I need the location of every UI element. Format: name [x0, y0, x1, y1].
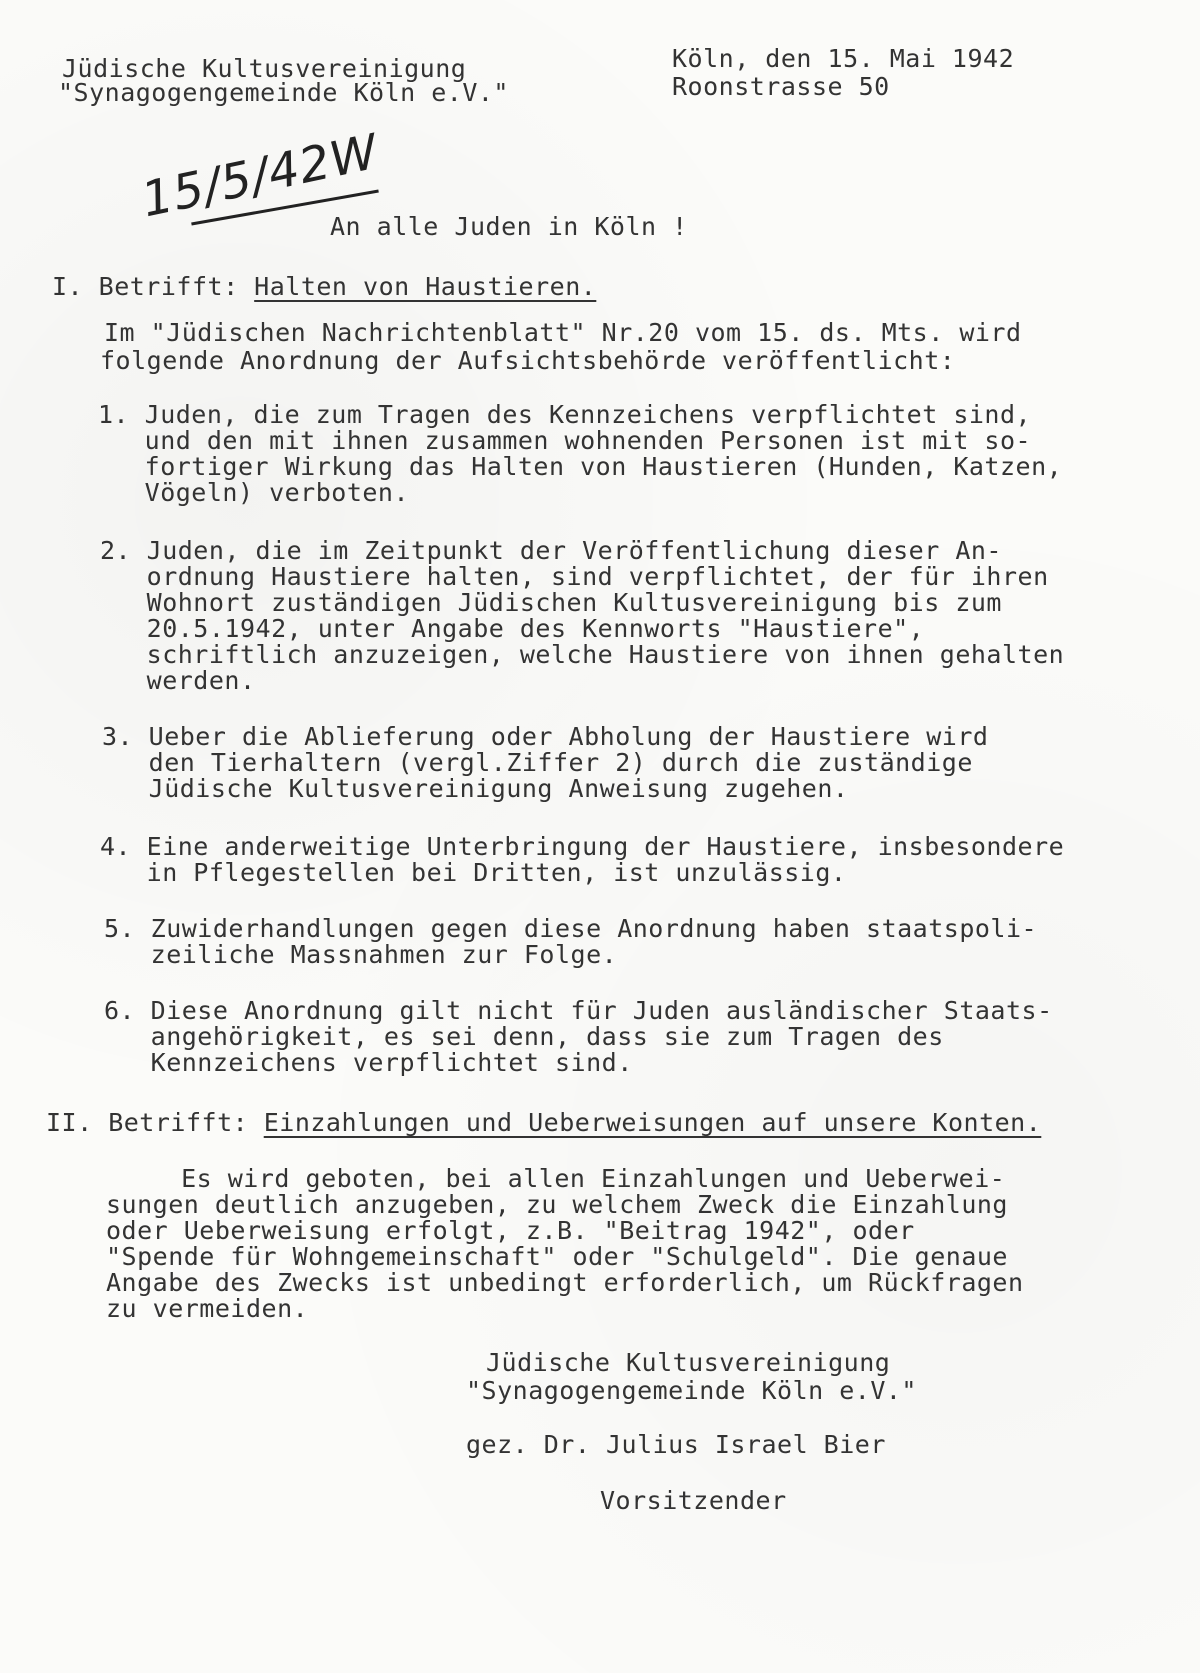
item-2-line-5: schriftlich anzuzeigen, welche Haustiere von ihnen gehalten [100, 640, 1065, 669]
item-2-line-6: werden. [100, 666, 256, 695]
section-1-intro-line-1: Im "Jüdischen Nachrichtenblatt" Nr.20 vom 15. ds. Mts. wird [104, 318, 1022, 347]
sender-line-1: Jüdische Kultusvereinigung [62, 54, 467, 83]
section-2-body-line-2: sungen deutlich anzugeben, zu welchem Zweck die Einzahlung [106, 1190, 1008, 1219]
signature-signed-line: gez. Dr. Julius Israel Bier [466, 1430, 886, 1459]
item-1-line-4: Vögeln) verboten. [98, 478, 410, 507]
item-6-line-3: Kennzeichens verpflichtet sind. [104, 1048, 633, 1077]
section-2-heading-subject: Einzahlungen und Ueberweisungen auf unsere Konten. [263, 1108, 1042, 1137]
item-5-line-2: zeiliche Massnahmen zur Folge. [104, 940, 618, 969]
section-2-body-line-5: Angabe des Zwecks ist unbedingt erforderlich, um Rückfragen [106, 1268, 1024, 1297]
item-2-line-1: 2. Juden, die im Zeitpunkt der Veröffentlichung dieser An- [100, 536, 1002, 565]
item-1-line-3: fortiger Wirkung das Halten von Haustieren (Hunden, Katzen, [98, 452, 1063, 481]
item-1-line-1: 1. Juden, die zum Tragen des Kennzeichens verpflichtet sind, [98, 400, 1032, 429]
handwritten-date: 15/5/42W [136, 123, 384, 229]
section-1-intro-line-2: folgende Anordnung der Aufsichtsbehörde veröffentlicht: [100, 346, 956, 375]
section-1-heading [52, 274, 596, 300]
section-2-body-line-1: Es wird geboten, bei allen Einzahlungen und Ueberwei- [150, 1164, 1006, 1193]
item-2-line-3: Wohnort zuständigen Jüdischen Kultusvereinigung bis zum [100, 588, 1002, 617]
salutation: An alle Juden in Köln ! [330, 212, 688, 241]
section-1-heading-prefix: I. Betrifft: [52, 272, 255, 301]
item-5-line-1: 5. Zuwiderhandlungen gegen diese Anordnung haben staatspoli- [104, 914, 1038, 943]
signature-org-line-1: Jüdische Kultusvereinigung [486, 1348, 891, 1377]
item-3-line-3: Jüdische Kultusvereinigung Anweisung zugehen. [102, 774, 849, 803]
section-2-heading [46, 1110, 1041, 1136]
item-6-line-2: angehörigkeit, es sei denn, dass sie zum Tragen des [104, 1022, 944, 1051]
item-3-line-1: 3. Ueber die Ablieferung oder Abholung der Haustiere wird [102, 722, 989, 751]
section-1-heading-subject: Halten von Haustieren. [254, 272, 597, 301]
item-4-line-1: 4. Eine anderweitige Unterbringung der Haustiere, insbesondere [100, 832, 1065, 861]
item-2-line-2: ordnung Haustiere halten, sind verpflichtet, der für ihren [100, 562, 1049, 591]
item-6-line-1: 6. Diese Anordnung gilt nicht für Juden ausländischer Staats- [104, 996, 1053, 1025]
section-2-body-line-6: zu vermeiden. [106, 1294, 309, 1323]
section-2-heading-prefix: II. Betrifft: [46, 1108, 264, 1137]
date-line: Köln, den 15. Mai 1942 [672, 44, 1015, 73]
item-3-line-2: den Tierhaltern (vergl.Ziffer 2) durch die zuständige [102, 748, 973, 777]
sender-line-2: "Synagogengemeinde Köln e.V." [58, 78, 509, 107]
address-line: Roonstrasse 50 [672, 72, 890, 101]
signature-org-line-2: "Synagogengemeinde Köln e.V." [466, 1376, 917, 1405]
signature-title-line: Vorsitzender [600, 1486, 787, 1515]
item-1-line-2: und den mit ihnen zusammen wohnenden Personen ist mit so- [98, 426, 1032, 455]
item-2-line-4: 20.5.1942, unter Angabe des Kennworts "Haustiere", [100, 614, 925, 643]
section-2-body-line-4: "Spende für Wohngemeinschaft" oder "Schulgeld". Die genaue [106, 1242, 1008, 1271]
section-2-body-line-3: oder Ueberweisung erfolgt, z.B. "Beitrag 1942", oder [106, 1216, 915, 1245]
item-4-line-2: in Pflegestellen bei Dritten, ist unzulässig. [100, 858, 847, 887]
